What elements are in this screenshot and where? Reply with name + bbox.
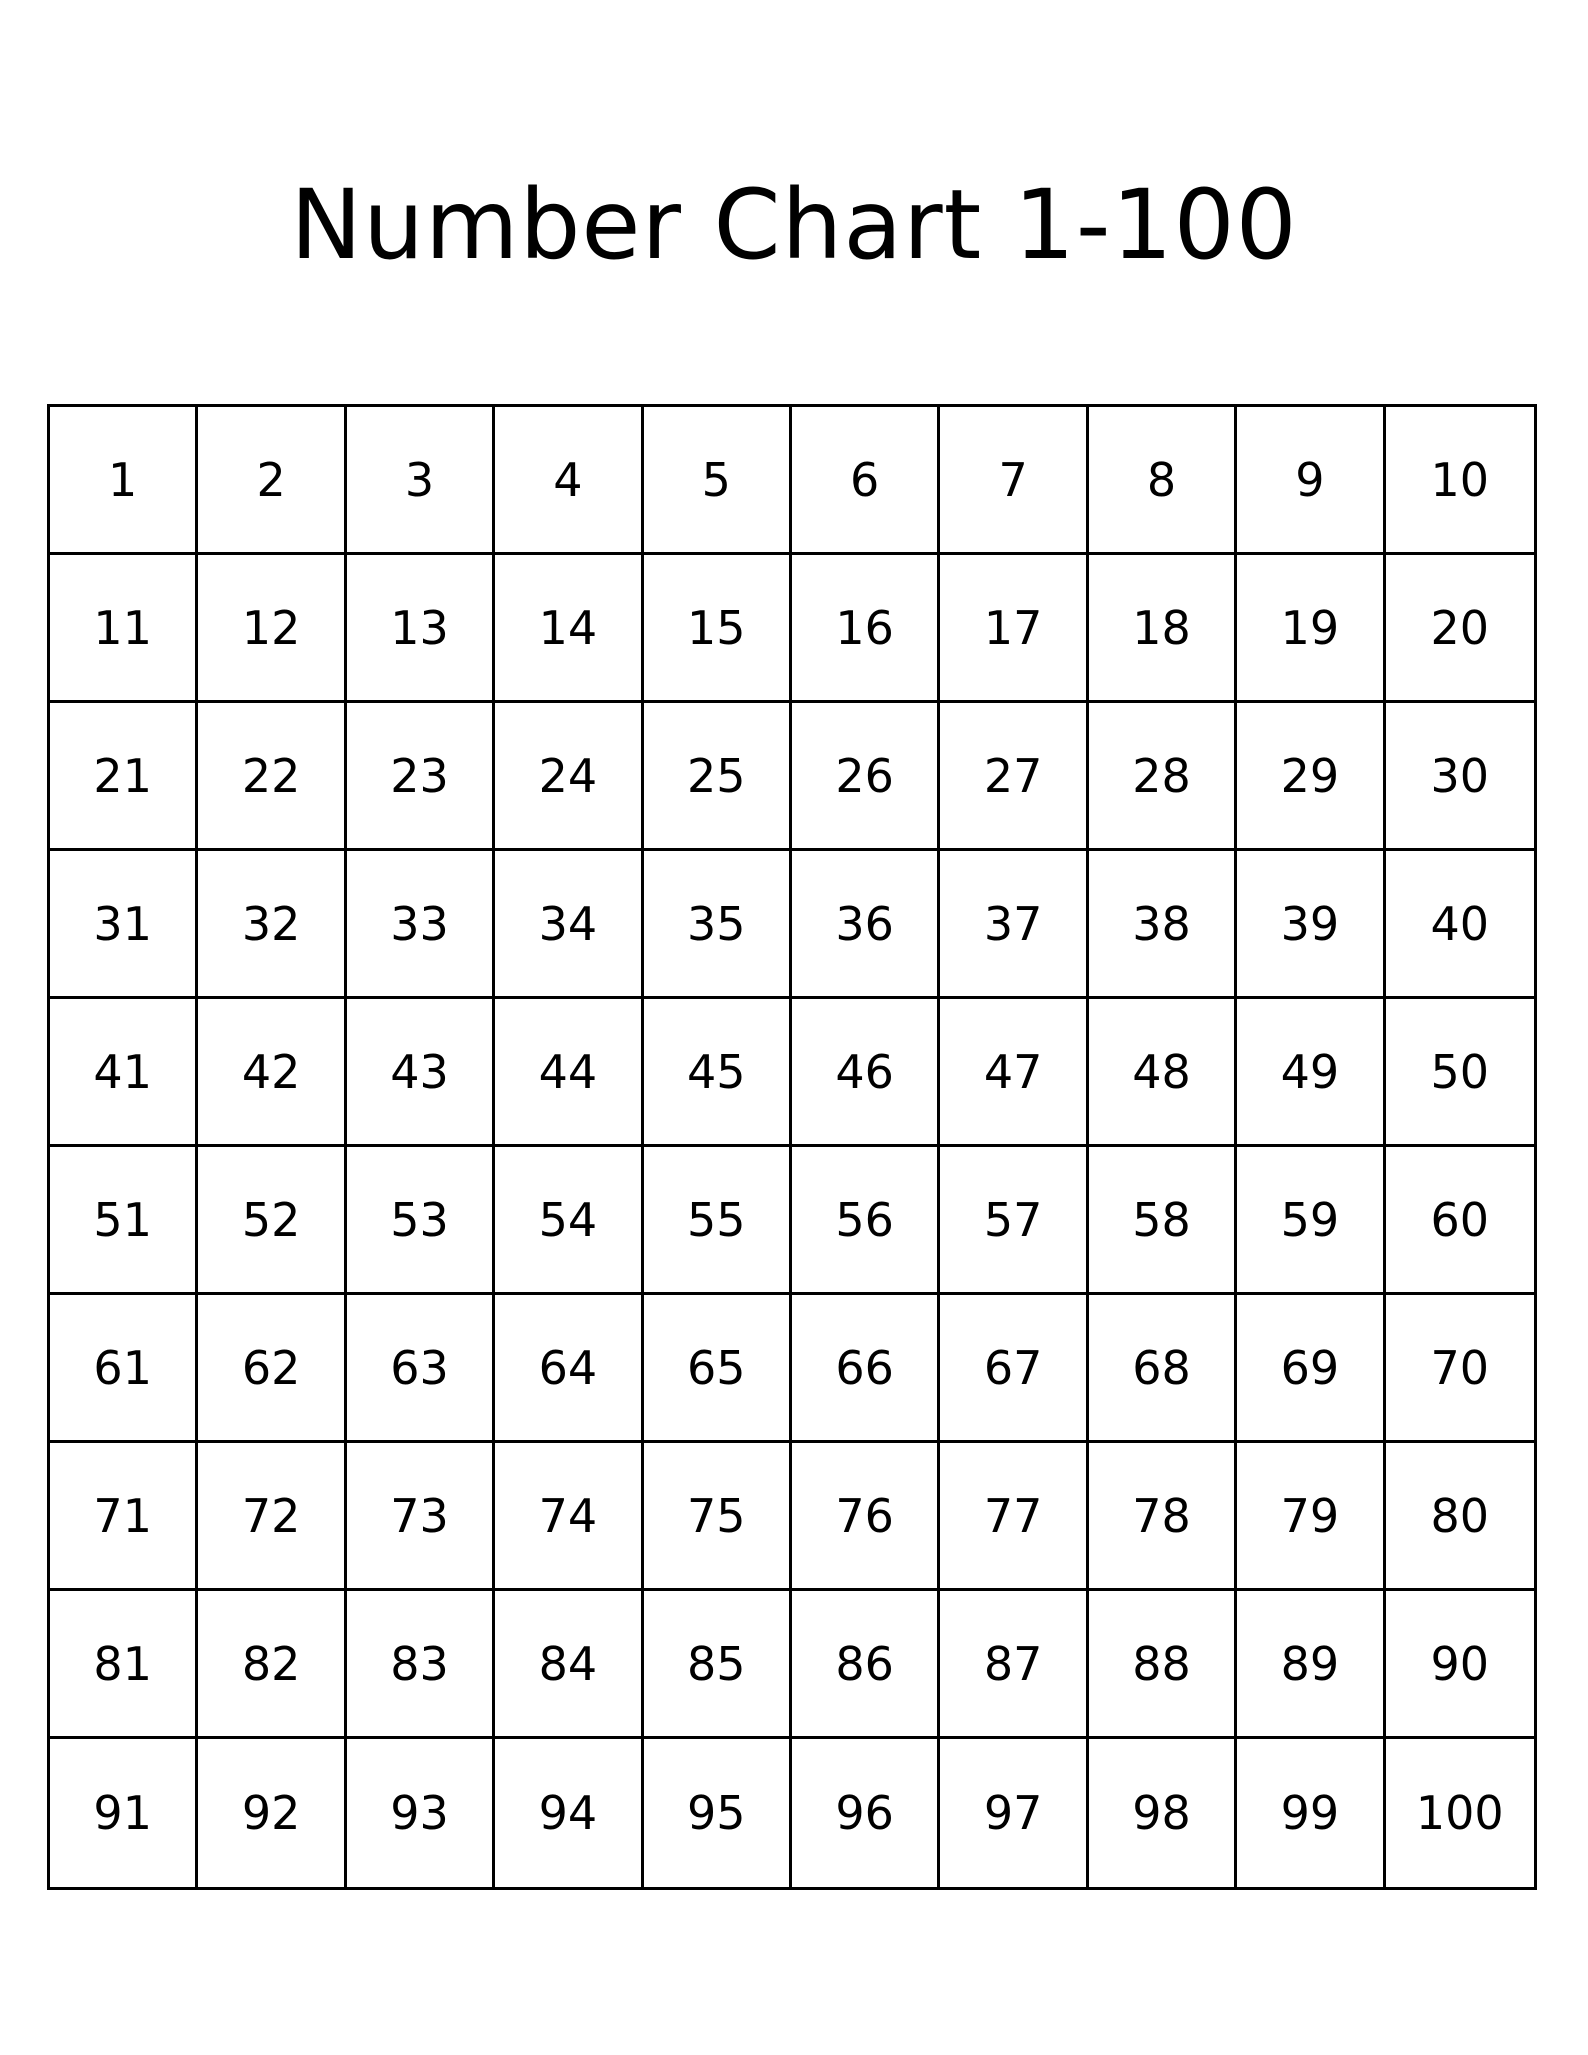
number-cell: 46	[792, 999, 940, 1147]
number-cell: 96	[792, 1739, 940, 1887]
number-cell: 39	[1237, 851, 1385, 999]
number-cell: 25	[644, 703, 792, 851]
number-cell: 74	[495, 1443, 643, 1591]
number-cell: 54	[495, 1147, 643, 1295]
number-cell: 97	[940, 1739, 1088, 1887]
number-cell: 51	[50, 1147, 198, 1295]
number-cell: 45	[644, 999, 792, 1147]
number-cell: 18	[1089, 555, 1237, 703]
number-cell: 79	[1237, 1443, 1385, 1591]
number-cell: 86	[792, 1591, 940, 1739]
number-cell: 91	[50, 1739, 198, 1887]
number-cell: 80	[1386, 1443, 1534, 1591]
number-cell: 52	[198, 1147, 346, 1295]
number-cell: 66	[792, 1295, 940, 1443]
number-cell: 62	[198, 1295, 346, 1443]
number-cell: 30	[1386, 703, 1534, 851]
number-cell: 67	[940, 1295, 1088, 1443]
number-cell: 13	[347, 555, 495, 703]
number-cell: 59	[1237, 1147, 1385, 1295]
number-cell: 19	[1237, 555, 1385, 703]
number-cell: 7	[940, 407, 1088, 555]
number-cell: 4	[495, 407, 643, 555]
number-cell: 10	[1386, 407, 1534, 555]
number-cell: 5	[644, 407, 792, 555]
page-title: Number Chart 1-100	[290, 169, 1298, 281]
number-cell: 56	[792, 1147, 940, 1295]
number-cell: 27	[940, 703, 1088, 851]
number-cell: 84	[495, 1591, 643, 1739]
number-cell: 12	[198, 555, 346, 703]
number-cell: 44	[495, 999, 643, 1147]
number-cell: 33	[347, 851, 495, 999]
number-cell: 98	[1089, 1739, 1237, 1887]
number-cell: 64	[495, 1295, 643, 1443]
number-cell: 61	[50, 1295, 198, 1443]
number-cell: 83	[347, 1591, 495, 1739]
number-cell: 76	[792, 1443, 940, 1591]
number-cell: 82	[198, 1591, 346, 1739]
number-cell: 94	[495, 1739, 643, 1887]
number-cell: 50	[1386, 999, 1534, 1147]
number-cell: 2	[198, 407, 346, 555]
number-cell: 49	[1237, 999, 1385, 1147]
number-cell: 40	[1386, 851, 1534, 999]
number-cell: 41	[50, 999, 198, 1147]
number-cell: 43	[347, 999, 495, 1147]
number-cell: 31	[50, 851, 198, 999]
number-cell: 38	[1089, 851, 1237, 999]
number-cell: 17	[940, 555, 1088, 703]
number-cell: 75	[644, 1443, 792, 1591]
number-cell: 60	[1386, 1147, 1534, 1295]
number-cell: 6	[792, 407, 940, 555]
number-cell: 42	[198, 999, 346, 1147]
number-cell: 63	[347, 1295, 495, 1443]
number-cell: 21	[50, 703, 198, 851]
number-cell: 77	[940, 1443, 1088, 1591]
number-cell: 1	[50, 407, 198, 555]
number-cell: 20	[1386, 555, 1534, 703]
number-cell: 57	[940, 1147, 1088, 1295]
number-cell: 32	[198, 851, 346, 999]
number-cell: 48	[1089, 999, 1237, 1147]
number-cell: 23	[347, 703, 495, 851]
number-grid	[47, 404, 1537, 1890]
number-cell: 95	[644, 1739, 792, 1887]
number-cell: 53	[347, 1147, 495, 1295]
number-cell: 35	[644, 851, 792, 999]
number-cell: 81	[50, 1591, 198, 1739]
number-cell: 11	[50, 555, 198, 703]
number-cell: 34	[495, 851, 643, 999]
number-cell: 58	[1089, 1147, 1237, 1295]
number-cell: 22	[198, 703, 346, 851]
number-cell: 37	[940, 851, 1088, 999]
number-cell: 88	[1089, 1591, 1237, 1739]
number-cell: 99	[1237, 1739, 1385, 1887]
number-cell: 87	[940, 1591, 1088, 1739]
number-cell: 70	[1386, 1295, 1534, 1443]
number-cell: 78	[1089, 1443, 1237, 1591]
number-cell: 24	[495, 703, 643, 851]
number-cell: 29	[1237, 703, 1385, 851]
number-cell: 47	[940, 999, 1088, 1147]
number-cell: 72	[198, 1443, 346, 1591]
number-cell: 68	[1089, 1295, 1237, 1443]
number-cell: 8	[1089, 407, 1237, 555]
number-cell: 55	[644, 1147, 792, 1295]
number-cell: 65	[644, 1295, 792, 1443]
number-cell: 14	[495, 555, 643, 703]
number-cell: 85	[644, 1591, 792, 1739]
number-cell: 15	[644, 555, 792, 703]
number-cell: 100	[1415, 1786, 1504, 1840]
number-cell: 73	[347, 1443, 495, 1591]
number-cell: 89	[1237, 1591, 1385, 1739]
number-cell: 93	[347, 1739, 495, 1887]
number-cell: 90	[1386, 1591, 1534, 1739]
number-cell: 92	[198, 1739, 346, 1887]
number-cell: 36	[792, 851, 940, 999]
number-cell: 69	[1237, 1295, 1385, 1443]
number-cell: 3	[347, 407, 495, 555]
number-cell: 9	[1237, 407, 1385, 555]
number-cell: 71	[50, 1443, 198, 1591]
number-cell: 26	[792, 703, 940, 851]
number-cell: 28	[1089, 703, 1237, 851]
number-cell: 16	[792, 555, 940, 703]
